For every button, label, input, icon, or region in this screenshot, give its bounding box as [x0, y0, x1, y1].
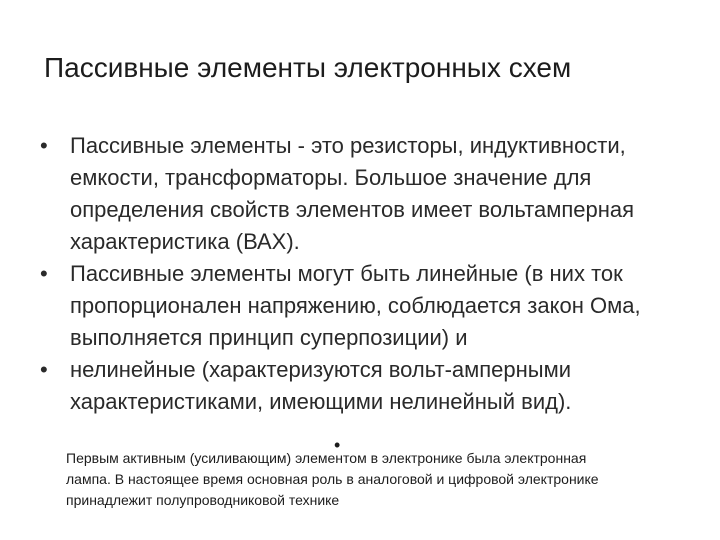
bullet-item-3	[36, 354, 686, 418]
bullet-marker: •	[40, 133, 48, 158]
bullet-marker: •	[40, 357, 48, 382]
stray-bullet-marker: •	[334, 435, 341, 455]
bullet-text-1: Пассивные элементы - это резисторы, индуктивности, емкости, трансформаторы. Большое значение для определения свойств элементов имеет вольтамперная характеристика (ВАХ).	[70, 133, 635, 254]
bullet-text-3: нелинейные (характеризуются вольт-амперными характеристиками, имеющими нелинейный вид).	[70, 357, 572, 414]
bullet-item-1	[36, 130, 686, 258]
footnote-text: Первым активным (усиливающим) элементом в электронике была электронная лампа. В настоящее время основная роль в аналоговой и цифровой электронике принадлежит полупроводниковой технике	[66, 450, 599, 508]
slide-title: Пассивные элементы электронных схем	[44, 52, 572, 83]
bullet-list	[36, 130, 686, 418]
bullet-marker: •	[40, 261, 48, 286]
bullet-item-2	[36, 258, 686, 354]
bullet-text-2: Пассивные элементы могут быть линейные (в них ток пропорционален напряжению, соблюдается закон Ома, выполняется принцип суперпозиции) и	[70, 261, 641, 350]
